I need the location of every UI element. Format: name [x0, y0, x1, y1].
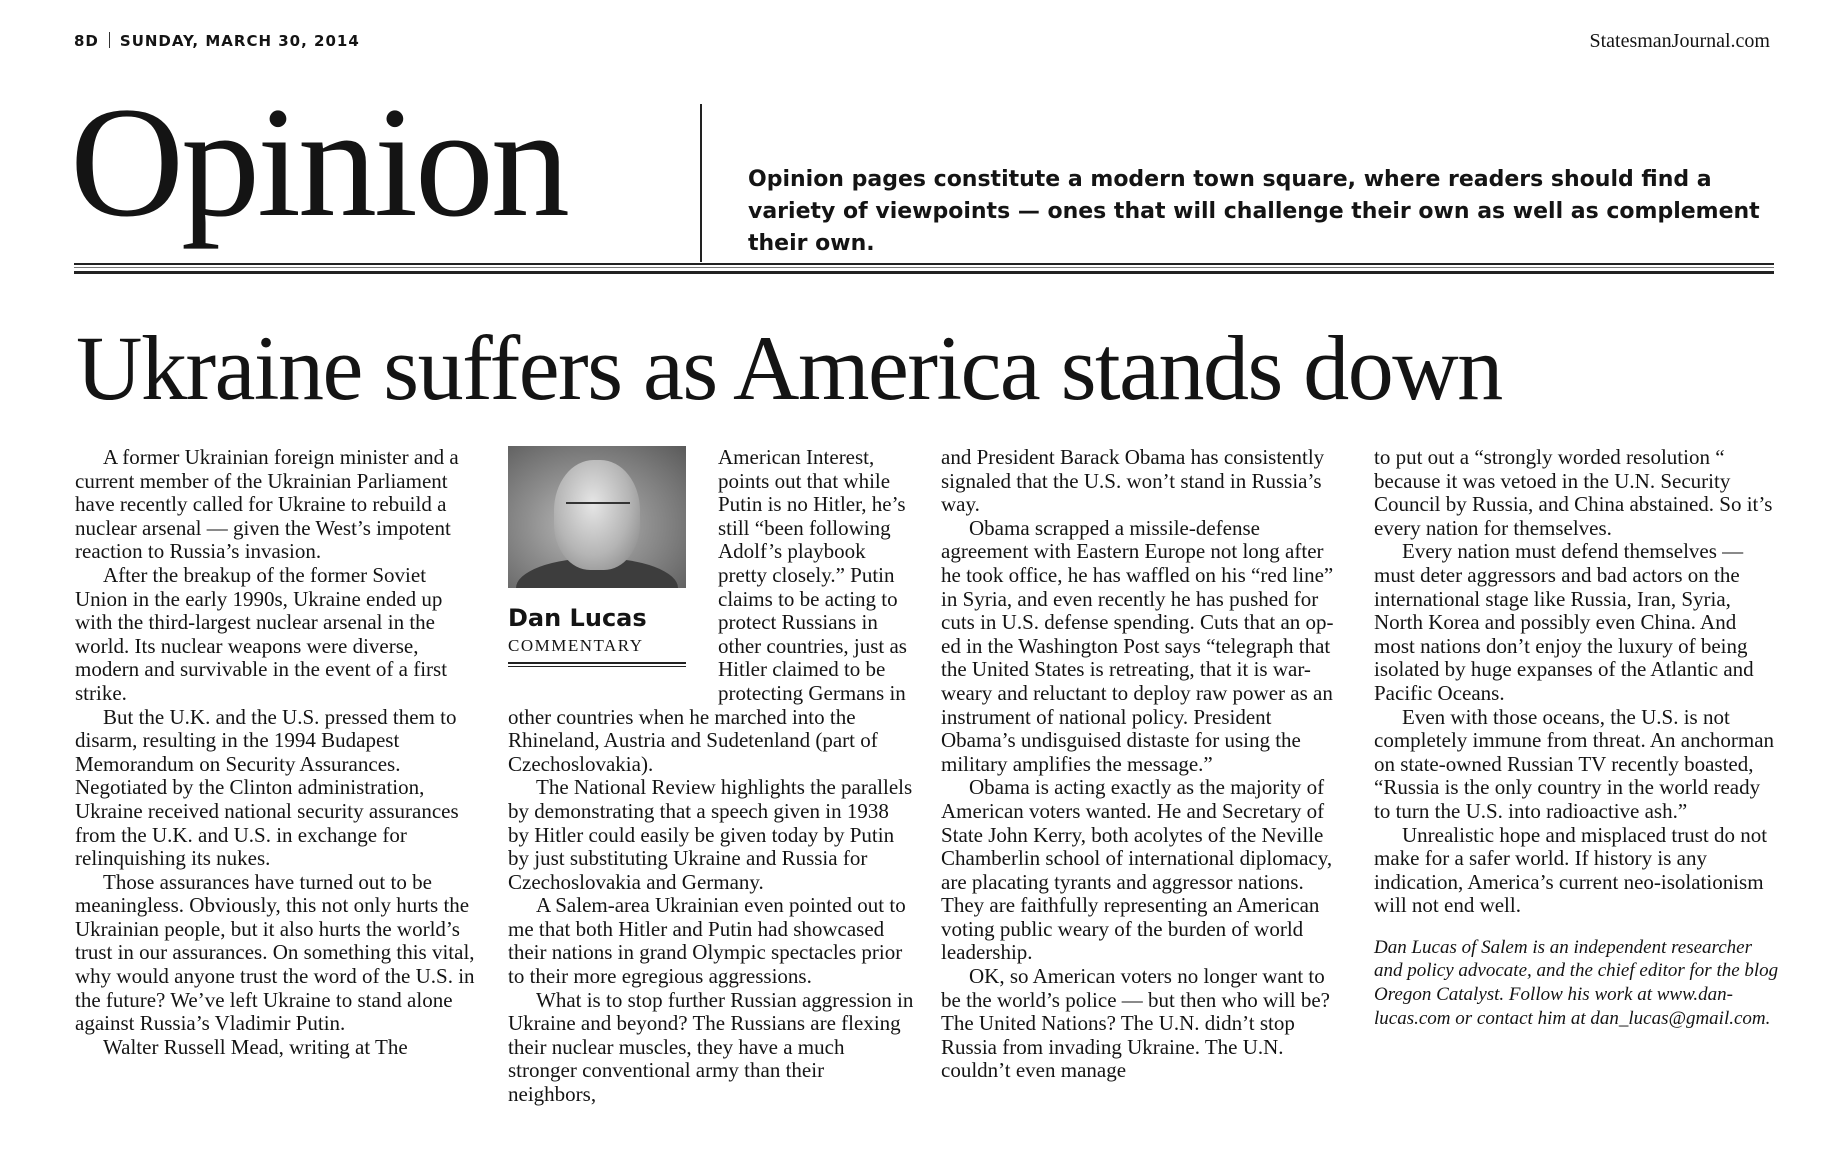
column-4 — [1374, 446, 1780, 1030]
edition-date: SUNDAY, MARCH 30, 2014 — [119, 32, 360, 50]
mission-statement: Opinion pages constitute a modern town square, where readers should find a variety of viewpoints — ones that will challenge their own as well as complement their own. — [748, 167, 1760, 256]
paragraph: Those assurances have turned out to be meaningless. Obviously, this not only hurts the Ukrainian people, but it also hurts the world’s trust in our assurances. On something this vital, why would anyone trust the word of the U.S. in the future? We’ve left Ukraine to stand alone against Russia’s Vladimir Putin. — [75, 869, 475, 1036]
author-name: Dan Lucas — [508, 604, 647, 632]
author-photo — [508, 446, 686, 588]
paragraph: Obama is acting exactly as the majority of American voters wanted. He and Secretary of State John Kerry, both acolytes of the Neville Chamberlin school of international diplomacy, are placating tyrants and aggressor nations. They are faithfully representing an American voting public weary of the burden of world leadership. — [941, 775, 1333, 965]
folio — [74, 32, 360, 50]
masthead-divider — [700, 104, 702, 262]
folio-divider — [109, 32, 110, 48]
paragraph: A former Ukrainian foreign minister and a current member of the Ukrainian Parliament have recently called for Ukraine to rebuild a nuclear arsenal — given the West’s impotent reaction to Russia’s invasion. — [75, 445, 459, 564]
paragraph: A Salem-area Ukrainian even pointed out to me that both Hitler and Putin had showcased their nations in grand Olympic spectacles prior to their more egregious aggressions. — [508, 893, 906, 989]
paragraph: What is to stop further Russian aggression in Ukraine and beyond? The Russians are flexing their nuclear muscles, they have a much stronger conventional army than their neighbors, — [508, 987, 914, 1107]
rule-middle — [74, 267, 1774, 268]
page-number: 8D — [74, 32, 99, 50]
byline-rule — [508, 662, 686, 667]
column-1 — [75, 446, 481, 1059]
paragraph: Every nation must defend themselves — must deter aggressors and bad actors on the international stage like Russia, Iran, Syria, North Korea and possibly even China. And most nations don’t enjoy the luxury of being isolated by huge expanses of the Atlantic and Pacific Oceans. — [1374, 539, 1754, 705]
paragraph: Even with those oceans, the U.S. is not completely immune from threat. An anchorman on state-owned Russian TV recently boasted, “Russia is the only country in the world ready to turn the U.S. into radioactive ash.” — [1374, 704, 1775, 823]
paragraph: American Interest, points out that while Putin is no Hitler, he’s still “been following Adolf’s playbook pretty closely.” Putin claims to be acting to protect Russians in other countries, just as Hitler claimed to be protecting Germans in other countries when he marched into the Rhineland, Austria and Sudetenland (part of Czechoslovakia). — [508, 445, 907, 776]
paragraph: After the breakup of the former Soviet Union in the early 1990s, Ukraine ended up with the third-largest nuclear arsenal in the world. Its nuclear weapons were diverse, modern and survivable in the event of a first strike. — [75, 562, 448, 705]
rule-bottom — [74, 271, 1774, 274]
column-3 — [941, 446, 1347, 1083]
rule-top — [74, 263, 1774, 265]
paragraph: Walter Russell Mead, writing at The — [103, 1034, 408, 1059]
paragraph: Obama scrapped a missile-defense agreement with Eastern Europe not long after he took office, he has waffled on his “red line” in Syria, and even recently he has pushed for cuts in U.S. defense spending. Cuts that an op-ed in the Washington Post says “telegraph that the United States is retreating, that it is war-weary and reluctant to deploy raw power as an instrument of national policy. President Obama’s undisguised distaste for using the military amplifies the message.” — [941, 515, 1334, 776]
paragraph: Unrealistic hope and misplaced trust do not make for a safer world. If history is any indication, America’s current neo-isolationism will not end well. — [1374, 822, 1768, 918]
paragraph: and President Barack Obama has consistently signaled that the U.S. won’t stand in Russia’s way. — [941, 445, 1325, 517]
photo-glasses — [566, 502, 630, 518]
author-bio-text: Dan Lucas of Salem is an independent researcher and policy advocate, and the chief editor for the blog Oregon Catalyst. Follow his work at www.dan-lucas.com or contact him at dan_lucas@gmail.com. — [1374, 936, 1779, 1029]
byline-kind: COMMENTARY — [508, 636, 644, 655]
paragraph: OK, so American voters no longer want to be the world’s police — but then who will be? The United Nations? The U.N. didn’t stop Russia from invading Ukraine. The U.N. couldn’t even manage — [941, 964, 1331, 1083]
paragraph: to put out a “strongly worded resolution “ because it was vetoed in the U.N. Security Council by Russia, and China abstained. So it’s every nation for themselves. — [1374, 445, 1773, 540]
section-title: Opinion — [70, 75, 567, 250]
headline: Ukraine suffers as America stands down — [76, 317, 1502, 419]
author-bio — [1374, 936, 1780, 1030]
paragraph: But the U.K. and the U.S. pressed them to disarm, resulting in the 1994 Budapest Memorandum on Security Assurances. Negotiated by the Clinton administration, Ukraine received national security assurances from the U.K. and U.S. in exchange for relinquishing its nukes. — [75, 704, 459, 871]
column-2 — [508, 446, 914, 1107]
paragraph: The National Review highlights the parallels by demonstrating that a speech given in 1938 by Hitler could easily be given today by Putin by just substituting Ukraine and Russia for Czechoslovakia and Germany. — [508, 775, 913, 894]
byline-box — [508, 446, 706, 684]
site-url: StatesmanJournal.com — [1589, 30, 1770, 52]
